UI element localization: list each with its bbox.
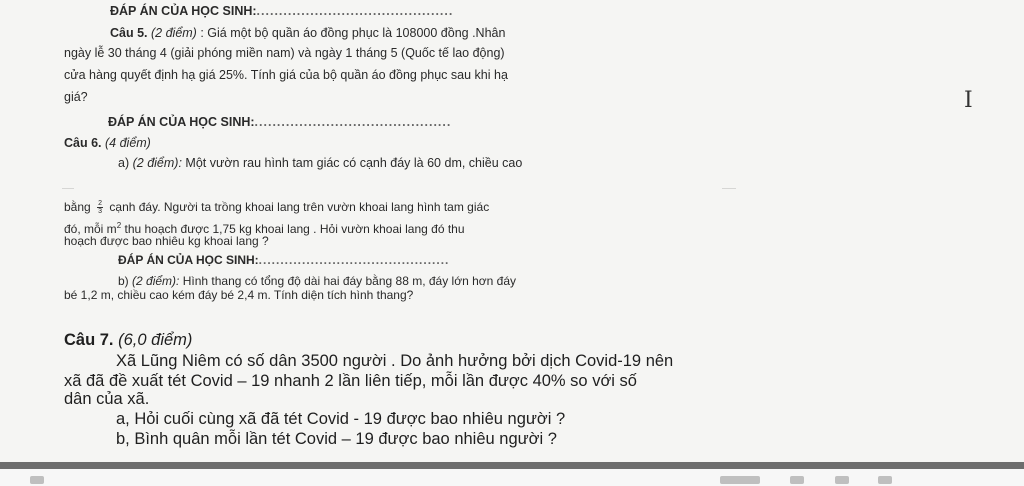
q5-text-1: : Giá một bộ quần áo đồng phục là 108000 đồng .Nhân [200,26,506,40]
q6b-points: (2 điểm): [132,274,180,288]
q6b-line-2: bé 1,2 m, chiều cao kém đáy bé 2,4 m. Tính diện tích hình thang? [64,288,414,302]
q6-points: (4 điểm) [105,136,151,150]
q6b-text-1: Hình thang có tổng độ dài hai đáy bằng 88 m, đáy lớn hơn đáy [182,274,517,288]
q6-heading [64,136,151,150]
q6a-line-1 [118,156,522,170]
q6a-line-2 [64,200,489,215]
q6a-text-3-post: thu hoạch được 1,75 kg khoai lang . Hỏi vườn khoai lang đó thu [124,222,465,236]
taskbar-app-icon[interactable] [30,476,44,484]
q6b-label: b) [118,274,129,288]
superscript-two: 2 [116,221,122,230]
q7-line-3: dân của xã. [64,390,150,408]
fraction-two-thirds [97,200,103,215]
q7-question-a: a, Hỏi cuối cùng xã đã tét Covid - 19 được bao nhiêu người ? [116,410,566,428]
answer-dots: ............................................ [258,253,450,267]
taskbar-tray-icon[interactable] [790,476,804,484]
q5-line-1 [110,26,505,40]
q7-number: Câu 7. [64,331,114,349]
q6a-text-1: Một vườn rau hình tam giác có cạnh đáy là 60 dm, chiều cao [185,156,523,170]
answer-dots: ............................................ [256,4,454,18]
q5-line-4: giá? [64,90,88,104]
q7-heading [64,331,192,350]
q6a-label: a) [118,156,130,170]
fraction-denominator: 3 [98,208,102,216]
answer-label: ĐÁP ÁN CỦA HỌC SINH: [108,115,255,129]
taskbar-tray-icon[interactable] [720,476,760,484]
answer-label: ĐÁP ÁN CỦA HỌC SINH: [110,4,257,18]
q6a-text-3-pre: đó, mỗi m [64,222,117,236]
q5-line-3: cửa hàng quyết định hạ giá 25%. Tính giá của bộ quần áo đồng phục sau khi hạ [64,68,508,82]
q5-number: Câu 5. [110,26,148,40]
q6b-line-1 [118,274,516,288]
answer-line-top [110,4,453,18]
taskbar-divider [0,462,1024,469]
answer-dots: ............................................ [254,115,452,129]
q5-points: (2 điểm) [151,26,197,40]
taskbar-tray-icon[interactable] [835,476,849,484]
taskbar-tray-icon[interactable] [878,476,892,484]
q7-line-2: xã đã đề xuất tét Covid – 19 nhanh 2 lần liên tiếp, mỗi lần được 40% so với số [64,372,637,390]
q6a-points: (2 điểm): [132,156,182,170]
taskbar [0,462,1024,486]
q7-question-b: b, Bình quân mỗi lần tét Covid – 19 được bao nhiêu người ? [116,430,557,448]
fraction-numerator: 2 [98,200,102,208]
answer-line-q5 [108,115,451,129]
page-fold-mark-right [722,188,736,189]
text-cursor-icon: I [964,88,973,113]
answer-line-q6a [118,253,449,267]
q6a-text-2-post: cạnh đáy. Người ta trồng khoai lang trên vườn khoai lang hình tam giác [109,200,490,214]
q6-number: Câu 6. [64,136,102,150]
q7-line-1: Xã Lũng Niêm có số dân 3500 người . Do ảnh hưởng bởi dịch Covid-19 nên [116,352,674,370]
answer-label: ĐÁP ÁN CỦA HỌC SINH: [118,253,259,267]
page-fold-mark-left [62,188,74,189]
q5-line-2: ngày lễ 30 tháng 4 (giải phóng miền nam) và ngày 1 tháng 5 (Quốc tế lao động) [64,46,505,60]
q7-points: (6,0 điểm) [118,331,193,349]
q6a-text-2-pre: bằng [64,200,91,214]
q6a-line-4: hoạch được bao nhiêu kg khoai lang ? [64,234,269,248]
